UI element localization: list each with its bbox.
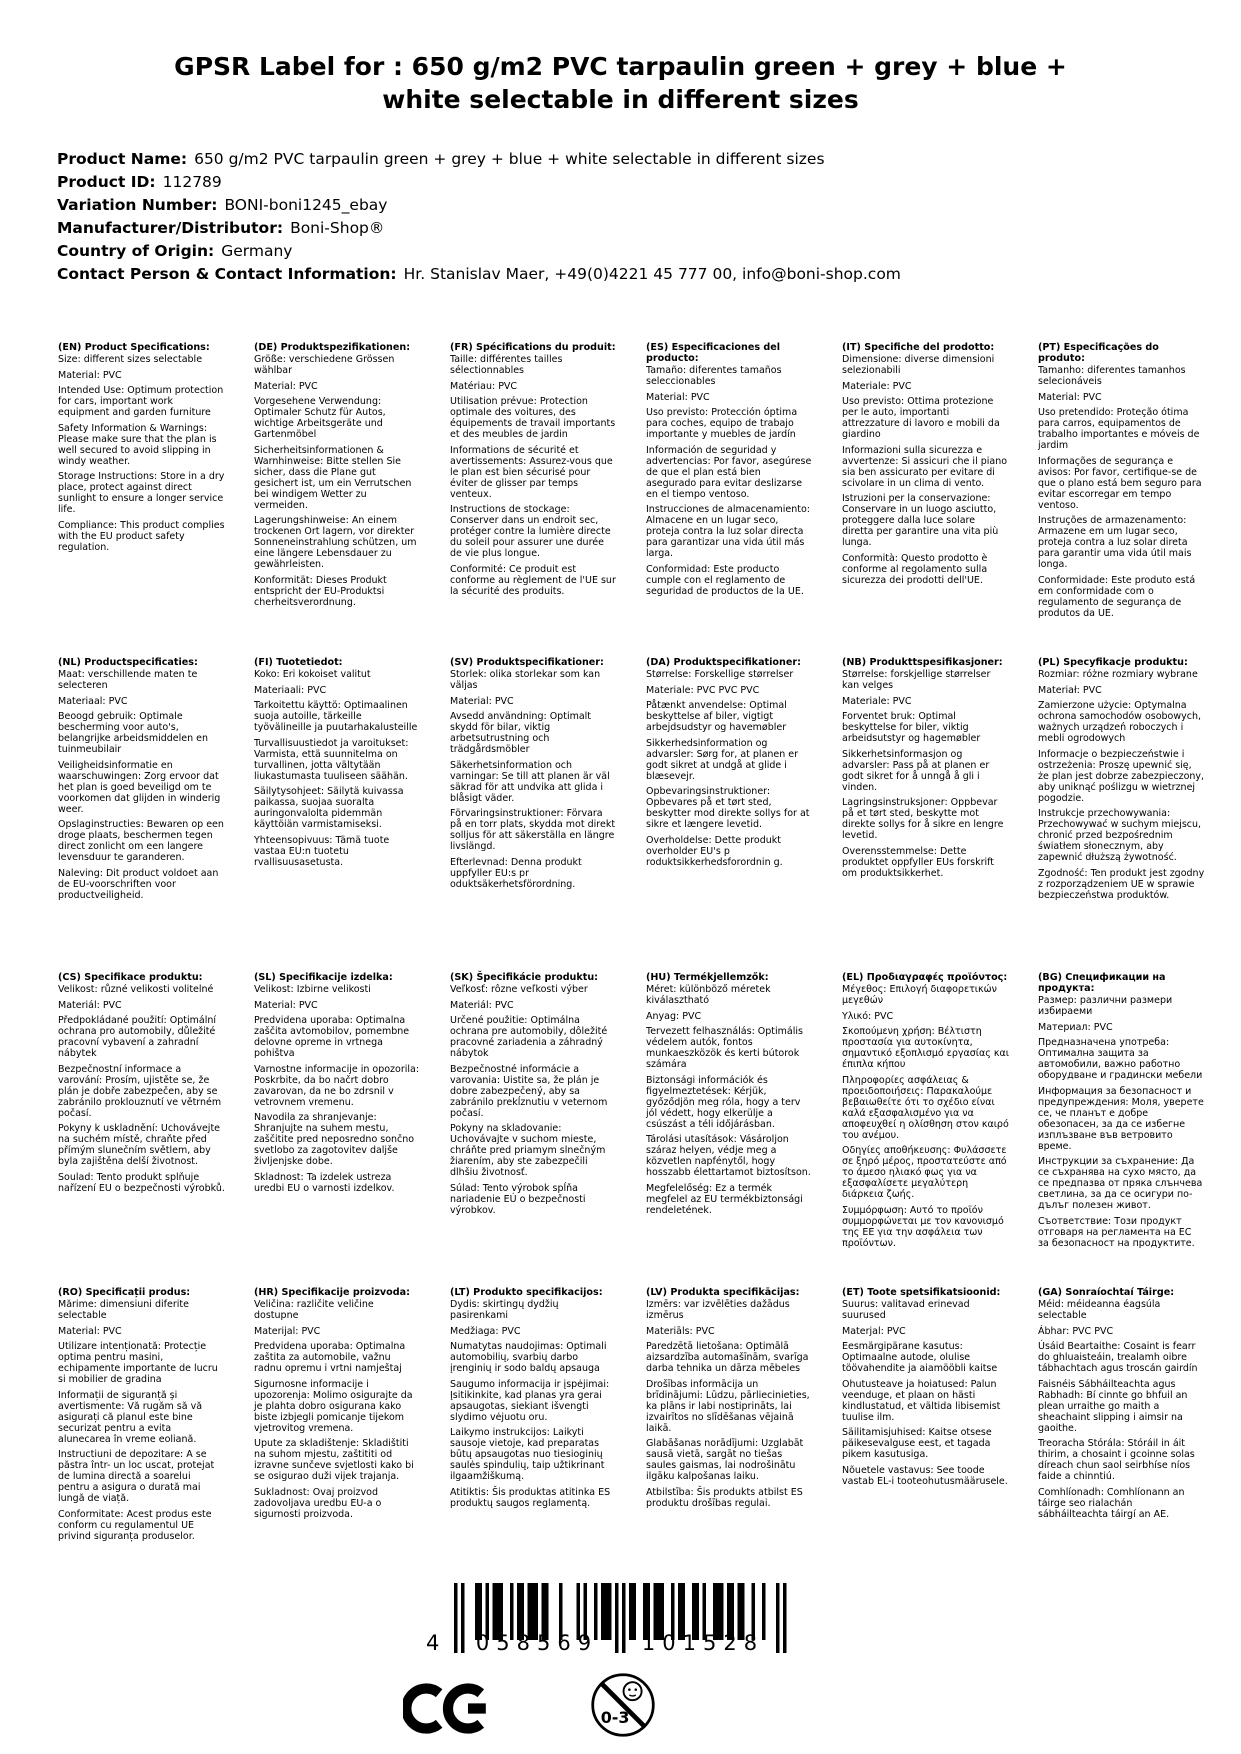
product-name-label: Product Name:	[57, 150, 188, 168]
barcode-first-digit: 4	[426, 1631, 440, 1655]
spec-paragraph: Conformidade: Este produto está em conformidade com o regulamento de segurança de produtos da UE.	[1038, 574, 1196, 619]
spec-paragraph: Faisnéis Sábháilteachta agus Rabhadh: Bí cinnte go bhfuil an plean urraithe go maith a sheachaint slipping i aimsir na gaoithe.	[1038, 1378, 1188, 1434]
spec-paragraph: Comhlíonadh: Comhlíonann an táirge seo rialachán sábháilteachta táirgí an AE.	[1038, 1486, 1185, 1520]
spec-paragraph: Velikost: Izbirne velikosti	[254, 984, 371, 995]
spec-paragraph: Lagringsinstruksjoner: Oppbevar på et tørt sted, beskytte mot direkte sollys for å sikre en lengre levetid.	[842, 797, 1004, 841]
spec-paragraph: Méret: különböző méretek kiválasztható	[646, 984, 771, 1006]
spec-cell-el	[842, 972, 1023, 1287]
product-info-row	[57, 194, 1241, 217]
spec-paragraph: Säilitamisjuhised: Kaitse otsese päikesevalguse eest, et tagada pikem kasutusiga.	[842, 1427, 992, 1460]
spec-paragraph: Suurus: valitavad erinevad suurused	[842, 1299, 970, 1321]
spec-paragraph: Soulad: Tento produkt splňuje nařízení EU o bezpečnosti výrobků.	[58, 1171, 225, 1194]
spec-paragraph: Materiale: PVC PVC PVC	[646, 684, 760, 696]
spec-paragraph: Πληροφορίες ασφάλειας & προειδοποιήσεις: Παρακαλούμε βεβαιωθείτε ότι το σχέδιο είναι καλά εξασφαλισμένο για να αποφευχθεί η ολίσθηση στον καιρό του ανέμου.	[842, 1074, 1009, 1141]
spec-paragraph: Efterlevnad: Denna produkt uppfyller EU:s pr oduktsäkerhetsförordning.	[450, 856, 582, 890]
spec-paragraph: Velikost: různé velikosti volitelné	[58, 984, 214, 995]
spec-paragraph: Ábhar: PVC PVC	[1038, 1325, 1114, 1337]
spec-paragraph: Upute za skladištenje: Skladištiti na suhom mjestu, zaštititi od izravne sunčeve svjetlosti kako bi se osigurao duži vijek trajanja.	[254, 1438, 414, 1482]
spec-paragraph: Materiale: PVC	[842, 380, 912, 392]
spec-heading: (PT) Especificações do produto:	[1038, 342, 1159, 364]
country-of-origin-label: Country of Origin:	[57, 242, 215, 260]
spec-paragraph: Treoracha Stórála: Stóráil in áit thirim, a chosaint i gcoinne solas díreach chun saol seirbhíse níos faide a chinntiú.	[1038, 1438, 1195, 1482]
spec-cell-lv	[646, 1287, 827, 1602]
spec-paragraph: Materiał: PVC	[1038, 684, 1102, 696]
spec-cell-sv	[450, 657, 631, 972]
spec-paragraph: Größe: verschiedene Grössen wählbar	[254, 354, 395, 376]
spec-heading: (BG) Спецификации на продукта:	[1038, 972, 1166, 994]
spec-heading: (FR) Spécifications du produit:	[450, 342, 616, 353]
spec-cell-de	[254, 342, 435, 657]
spec-cell-fr	[450, 342, 631, 657]
spec-paragraph: Conformité: Ce produit est conforme au règlement de l'UE sur la sécurité des produits.	[450, 563, 616, 597]
spec-paragraph: Predvidena uporaba: Optimalna zaščita avtomobilov, pomembne delovne opreme in vrtnega pohištva	[254, 1015, 410, 1059]
page-title: GPSR Label for : 650 g/m2 PVC tarpaulin green + grey + blue + white selectable in different sizes	[174, 52, 1067, 114]
spec-heading: (DA) Produktspecifikationer:	[646, 657, 801, 668]
spec-heading: (SK) Špecifikácie produktu:	[450, 972, 599, 983]
spec-paragraph: Avsedd användning: Optimalt skydd för bilar, viktig arbetsutrustning och trädgårdsmöbler	[450, 711, 592, 755]
spec-paragraph: Størrelse: forskjellige størrelser kan velges	[842, 669, 991, 691]
spec-paragraph: Drošības informācija un brīdinājumi: Lūdzu, pārliecinieties, ka plāns ir labi nostiprināts, lai izvairītos no slīdēšanas vējainā laikā.	[646, 1378, 810, 1434]
spec-paragraph: Anyag: PVC	[646, 1010, 702, 1022]
spec-paragraph: Предназначена употреба: Оптимална защита за автомобили, важно работно оборудване и градински мебели	[1038, 1037, 1203, 1081]
spec-paragraph: Intended Use: Optimum protection for cars, important work equipment and garden furniture	[58, 385, 224, 418]
spec-paragraph: Sicherheitsinformationen & Warnhinweise: Bitte stellen Sie sicher, dass die Plane gut gesichert ist, um ein Verrutschen bei windigem Wetter zu vermeiden.	[254, 444, 412, 511]
spec-paragraph: Materiál: PVC	[450, 999, 514, 1011]
contact-value: Hr. Stanislav Maer, +49(0)4221 45 777 00, info@boni-shop.com	[403, 265, 901, 283]
spec-cell-pt	[1038, 342, 1219, 657]
spec-heading: (ET) Toote spetsifikatsioonid:	[842, 1287, 1001, 1298]
product-info-row	[57, 171, 1241, 194]
spec-paragraph: Säkerhetsinformation och varningar: Se till att planen är väl säkrad för att undvika att glida i blåsigt väder.	[450, 759, 610, 804]
spec-cell-et	[842, 1287, 1023, 1602]
spec-paragraph: Informazioni sulla sicurezza e avvertenze: Si assicuri che il piano sia ben assicurato per evitare di scivolare in un clima di vento.	[842, 444, 1008, 489]
spec-paragraph: Информация за безопасност и предупреждения: Моля, уверете се, че планът е добре обезопасен, за да се избегне изплъзване във ветровито време.	[1038, 1085, 1204, 1152]
spec-heading: (LV) Produkta specifikācijas:	[646, 1287, 800, 1298]
product-id-value: 112789	[162, 173, 222, 191]
spec-paragraph: Varnostne informacije in opozorila: Poskrbite, da bo načrt dobro zavarovan, da ne bo zdrsnil v vetrovnem vremenu.	[254, 1063, 420, 1108]
spec-cell-sk	[450, 972, 631, 1287]
spec-heading: (GA) Sonraíochtaí Táirge:	[1038, 1287, 1175, 1298]
spec-paragraph: Sukladnost: Ovaj proizvod zadovoljava uredbu EU-a o sigurnosti proizvoda.	[254, 1486, 382, 1520]
age-warning-0-3-icon	[589, 1671, 657, 1739]
spec-heading: (DE) Produktspezifikationen:	[254, 342, 411, 353]
spec-paragraph: Materiaali: PVC	[254, 684, 327, 696]
spec-heading: (ES) Especificaciones del producto:	[646, 342, 781, 364]
spec-paragraph: Instrukcje przechowywania: Przechowywać w suchym miejscu, chronić przed bezpośrednim światłem słonecznym, aby zapewnić dłuższą żywotność.	[1038, 808, 1202, 863]
spec-paragraph: Storage Instructions: Store in a dry place, protect against direct sunlight to ensure a longer service life.	[58, 471, 225, 515]
spec-heading: (EL) Προδιαγραφές προϊόντος:	[842, 972, 1008, 983]
spec-paragraph: Informations de sécurité et avertissements: Assurez-vous que le plan est bien sécurisé pour éviter de glisser par temps venteux.	[450, 444, 613, 500]
spec-paragraph: Opslaginstructies: Bewaren op een droge plaats, beschermen tegen direct zonlicht om een langere levensduur te garanderen.	[58, 819, 224, 863]
spec-paragraph: Conformità: Questo prodotto è conforme al regolamento sulla sicurezza dei prodotti dell'UE.	[842, 552, 988, 586]
spec-paragraph: Size: different sizes selectable	[58, 354, 203, 365]
spec-paragraph: Safety Information & Warnings: Please make sure that the plan is well secured to avoid slipping in windy weather.	[58, 422, 217, 467]
spec-paragraph: Lagerungshinweise: An einem trockenen Ort lagern, vor direkter Sonneneinstrahlung schützen, um eine längere Lebensdauer zu gewährleisten.	[254, 515, 417, 570]
spec-paragraph: Utilizare intenționată: Protecție optima pentru masini, echipamente importante de lucru si mobilier de gradina	[58, 1341, 218, 1385]
spec-heading: (PL) Specyfikacje produktu:	[1038, 657, 1188, 668]
spec-paragraph: Beoogd gebruik: Optimale bescherming voor auto's, belangrijke arbeidsmiddelen en tuinmeubilair	[58, 711, 209, 755]
spec-paragraph: Veličina: različite veličine dostupne	[254, 1299, 374, 1321]
spec-cell-es	[646, 342, 827, 657]
spec-paragraph: Material: PVC	[254, 999, 318, 1011]
manufacturer-value: Boni-Shop®	[290, 219, 385, 237]
spec-paragraph: Bezpečnostné informácie a varovania: Uistite sa, že plán je dobre zabezpečený, aby sa zabránilo prekĺznutiu v veternom počasí.	[450, 1063, 608, 1119]
spec-paragraph: Utilisation prévue: Protection optimale des voitures, des équipements de travail importants et des meubles de jardin	[450, 396, 616, 440]
spec-paragraph: Turvallisuustiedot ja varoitukset: Varmista, että suunnitelma on turvallinen, jotta vältytään liukastumasta tuuliseen säähän.	[254, 737, 409, 782]
contact-label: Contact Person & Contact Information:	[57, 265, 397, 283]
spec-cell-da	[646, 657, 827, 972]
spec-paragraph: Glabāšanas norādījumi: Uzglabāt sausā vietā, sargāt no tiešas saules gaismas, lai nodrošinātu ilgāku kalpošanas laiku.	[646, 1438, 804, 1482]
spec-paragraph: Størrelse: Forskellige størrelser	[646, 669, 794, 680]
spec-paragraph: Instruções de armazenamento: Armazene em um lugar seco, proteja contra a luz solar direta para garantir uma vida útil mais longa.	[1038, 515, 1192, 570]
product-info-block	[57, 148, 1241, 286]
bottom-section	[0, 1583, 1241, 1754]
spec-cell-sl	[254, 972, 435, 1287]
spec-heading: (FI) Tuotetiedot:	[254, 657, 343, 668]
spec-paragraph: Μέγεθος: Επιλογή διαφορετικών μεγεθών	[842, 984, 997, 1006]
spec-paragraph: Veiligheidsinformatie en waarschuwingen: Zorg ervoor dat het plan is goed beveiligd om te voorkomen dat glijden in winderig weer.	[58, 759, 221, 815]
spec-cell-hr	[254, 1287, 435, 1602]
spec-cell-en	[58, 342, 239, 657]
spec-paragraph: Numatytas naudojimas: Optimali automobilių, svarbių darbo įrenginių ir sodo baldų apsauga	[450, 1341, 607, 1374]
spec-paragraph: Material: PVC	[450, 695, 514, 707]
spec-paragraph: Material: PVC	[254, 380, 318, 392]
spec-cell-fi	[254, 657, 435, 972]
spec-paragraph: Sikkerhetsinformasjon og advarsler: Pass på at planen er godt sikret for å unngå å gli i vinden.	[842, 748, 990, 793]
spec-paragraph: Materiale: PVC	[842, 695, 912, 707]
variation-number-value: BONI-boni1245_ebay	[224, 196, 388, 214]
spec-cell-cs	[58, 972, 239, 1287]
spec-paragraph: Pokyny k uskladnění: Uchovávejte na suchém místě, chraňte před přímým slunečním světlem, aby byla zajištěna delší životnost.	[58, 1123, 221, 1167]
spec-paragraph: Instructions de stockage: Conserver dans un endroit sec, protéger contre la lumière directe du soleil pour assurer une durée de vie plus longue.	[450, 504, 611, 559]
spec-paragraph: Påtænkt anvendelse: Optimal beskyttelse af biler, vigtigt arbejdsudstyr og havemøbler	[646, 700, 787, 733]
spec-cell-nb	[842, 657, 1023, 972]
spec-paragraph: Informacje o bezpieczeństwie i ostrzeżenia: Proszę upewnić się, że plan jest dobrze zabezpieczony, aby uniknąć poślizgu w wietrznej pogodzie.	[1038, 748, 1205, 804]
spec-paragraph: Paredzētā lietošana: Optimālā aizsardzība automašīnām, svarīga darba tehnika un dārza mēbeles	[646, 1341, 809, 1374]
spec-cell-ga	[1038, 1287, 1219, 1602]
spec-paragraph: Méid: méideanna éagsúla selectable	[1038, 1299, 1161, 1321]
country-of-origin-value: Germany	[221, 242, 293, 260]
spec-heading: (SL) Specifikacije izdelka:	[254, 972, 393, 983]
spec-paragraph: Información de seguridad y advertencias: Por favor, asegúrese de que el plan está bien asegurado para evitar deslizarse en el tiempo ventoso.	[646, 444, 812, 500]
spec-paragraph: Saugumo informacija ir įspėjimai: Įsitikinkite, kad planas yra gerai apsaugotas, siekiant išvengti slydimo vėjuotu oru.	[450, 1378, 610, 1423]
spec-paragraph: Материал: PVC	[1038, 1021, 1113, 1033]
ean13-barcode	[426, 1583, 787, 1655]
spec-paragraph: Medžiaga: PVC	[450, 1325, 521, 1337]
spec-paragraph: Υλικό: PVC	[842, 1010, 894, 1022]
spec-paragraph: Οδηγίες αποθήκευσης: Φυλάσσετε σε ξηρό μέρος, προστατεύστε από το άμεσο ηλιακό φως για να εξασφαλίσετε μεγαλύτερη διάρκεια ζωής.	[842, 1145, 1007, 1200]
product-info-row	[57, 217, 1241, 240]
spec-paragraph: Material: PVC	[646, 391, 710, 403]
spec-paragraph: Dydis: skirtingų dydžių pasirenkami	[450, 1299, 559, 1321]
spec-paragraph: Compliance: This product complies with the EU product safety regulation.	[58, 519, 225, 553]
spec-heading: (LT) Produkto specifikacijos:	[450, 1287, 603, 1298]
spec-paragraph: Förvaringsinstruktioner: Förvara på en torr plats, skydda mot direkt solljus för att säkerställa en längre livslängd.	[450, 808, 616, 852]
spec-cell-bg	[1038, 972, 1219, 1287]
compliance-marks	[403, 1671, 657, 1739]
spec-cell-it	[842, 342, 1023, 657]
spec-paragraph: Navodila za shranjevanje: Shranjujte na suhem mestu, zaščitite pred neposredno sončno svetlobo za zagotovitev daljše življenjske dobe.	[254, 1112, 415, 1167]
spec-paragraph: Storlek: olika storlekar som kan väljas	[450, 669, 601, 691]
product-info-row	[57, 148, 1241, 171]
spec-paragraph: Rozmiar: różne rozmiary wybrane	[1038, 669, 1198, 680]
specs-grid	[58, 342, 1241, 1602]
spec-paragraph: Informații de siguranță și avertismente: Vă rugăm să vă asigurați că planul este bine securizat pentru a evita alunecarea în vreme eoliană.	[58, 1389, 203, 1445]
spec-paragraph: Säilytysohjeet: Säilytä kuivassa paikassa, suojaa suoralta auringonvalolta pidemmän käyttöiän varmistamiseksi.	[254, 786, 404, 830]
spec-paragraph: Mărime: dimensiuni diferite selectable	[58, 1299, 189, 1321]
spec-heading: (HR) Specifikacije proizvoda:	[254, 1287, 410, 1298]
spec-paragraph: Material: PVC	[1038, 391, 1102, 403]
spec-cell-nl	[58, 657, 239, 972]
spec-heading: (NB) Produkttspesifikasjoner:	[842, 657, 1003, 668]
spec-paragraph: Maat: verschillende maten te selecteren	[58, 669, 198, 691]
spec-paragraph: Konformität: Dieses Produkt entspricht der EU-Produktsi cherheitsverordnung.	[254, 574, 387, 608]
manufacturer-label: Manufacturer/Distributor:	[57, 219, 284, 237]
spec-paragraph: Materiāls: PVC	[646, 1325, 715, 1337]
spec-paragraph: Uso previsto: Protección óptima para coches, equipo de trabajo importante y muebles de jardín	[646, 407, 798, 440]
product-id-label: Product ID:	[57, 173, 156, 191]
spec-paragraph: Megfelelőség: Ez a termék megfelel az EU termékbiztonsági rendeletének.	[646, 1182, 803, 1216]
spec-paragraph: Dimensione: diverse dimensioni selezionabili	[842, 354, 995, 376]
spec-paragraph: Istruzioni per la conservazione: Conservare in un luogo asciutto, proteggere dalla luce solare diretta per garantire una vita più lunga.	[842, 493, 999, 548]
spec-paragraph: Инструкции за съхранение: Да се съхранява на сухо място, да се предпазва от пряка слънчева светлина, за да се осигури по- дълъг полезен живот.	[1038, 1156, 1203, 1211]
spec-paragraph: Taille: différentes tailles sélectionnables	[450, 354, 563, 376]
spec-paragraph: Atitiktis: Šis produktas atitinka ES produktų saugos reglamentą.	[450, 1486, 611, 1509]
spec-paragraph: Skladnost: Ta izdelek ustreza uredbi EU o varnosti izdelkov.	[254, 1171, 395, 1194]
product-info-row	[57, 263, 1241, 286]
spec-paragraph: Συμμόρφωση: Αυτό το προϊόν συμμορφώνεται με τον κανονισμό της ΕΕ για την ασφάλεια των προϊόντων.	[842, 1204, 1004, 1249]
spec-paragraph: Súlad: Tento výrobok spĺňa nariadenie EÚ o bezpečnosti výrobkov.	[450, 1182, 586, 1216]
ce-mark-icon	[403, 1683, 493, 1734]
spec-paragraph: Tervezett felhasználás: Optimális védelem autók, fontos munkaeszközök és kerti bútorok számára	[646, 1026, 803, 1070]
spec-heading: (RO) Specificații produs:	[58, 1287, 191, 1298]
barcode-left-digits: 058569	[475, 1631, 599, 1655]
spec-paragraph: Tárolási utasítások: Vásároljon száraz helyen, védje meg a közvetlen napfénytől, hogy hosszabb élettartamot biztosítson.	[646, 1134, 811, 1178]
spec-paragraph: Matériau: PVC	[450, 380, 518, 392]
spec-paragraph: Instrucciones de almacenamiento: Almacene en un lugar seco, proteja contra la luz solar directa para garantizar una vida útil más larga.	[646, 504, 810, 559]
spec-paragraph: Σκοπούμενη χρήση: Βέλτιστη προστασία για αυτοκίνητα, σημαντικό εξοπλισμό εργασίας και έπιπλα κήπου	[842, 1026, 1009, 1070]
spec-paragraph: Material: PVC	[58, 369, 122, 381]
spec-paragraph: Nõuetele vastavus: See toode vastab EL-i tooteohutusmäärusele.	[842, 1464, 1008, 1487]
spec-heading: (NL) Productspecificaties:	[58, 657, 198, 668]
spec-cell-pl	[1038, 657, 1219, 972]
spec-paragraph: Materjal: PVC	[842, 1325, 906, 1337]
spec-paragraph: Eesmärgipärane kasutus: Optimaalne autode, olulise töövahendite ja aiamööbli kaitse	[842, 1341, 998, 1374]
spec-cell-ro	[58, 1287, 239, 1602]
spec-paragraph: Predvidena uporaba: Optimalna zaštita za automobile, važnu radnu opremu i vrtni namještaj	[254, 1341, 406, 1374]
spec-paragraph: Bezpečnostní informace a varování: Prosím, ujistěte se, že plán je dobře zabezpečen, aby se zabránilo proklouznutí ve větrném počasí.	[58, 1063, 222, 1119]
spec-paragraph: Určené použitie: Optimálna ochrana pre automobily, dôležité pracovné zariadenia a záhradný nábytok	[450, 1015, 608, 1059]
product-name-value: 650 g/m2 PVC tarpaulin green + grey + blue + white selectable in different sizes	[194, 150, 825, 168]
spec-paragraph: Izmērs: var izvēlēties dažādus izmērus	[646, 1299, 790, 1321]
spec-cell-hu	[646, 972, 827, 1287]
spec-paragraph: Overensstemmelse: Dette produktet oppfyller EUs forskrift om produktsikkerhet.	[842, 845, 995, 879]
spec-paragraph: Sigurnosne informacije i upozorenja: Molimo osigurajte da je plahta dobro osigurana kako biste izbjegli pomicanje tijekom vjetrovitog vremena.	[254, 1378, 413, 1434]
spec-paragraph: Conformidad: Este producto cumple con el reglamento de seguridad de productos de la UE.	[646, 563, 804, 597]
spec-paragraph: Materiaal: PVC	[58, 695, 128, 707]
spec-paragraph: Размер: различни размери избираеми	[1038, 995, 1173, 1017]
spec-paragraph: Sikkerhedsinformation og advarsler: Sørg for, at planen er godt sikret at undgå at glide i blæsevejr.	[646, 737, 799, 782]
spec-paragraph: Laikymo instrukcijos: Laikyti sausoje vietoje, kad preparatas būtų apsaugotas nuo tiesioginių saulės spindulių, taip užtikrinant ilgaamžiškumą.	[450, 1427, 605, 1482]
spec-paragraph: Conformitate: Acest produs este conform cu regulamentul UE privind siguranța produselor.	[58, 1508, 212, 1542]
spec-paragraph: Materiál: PVC	[58, 999, 122, 1011]
spec-paragraph: Materijal: PVC	[254, 1325, 321, 1337]
spec-paragraph: Съответствие: Този продукт отговаря на регламента на ЕС за безопасност на продуктите.	[1038, 1215, 1195, 1249]
spec-paragraph: Koko: Eri kokoiset valitut	[254, 669, 371, 680]
spec-paragraph: Naleving: Dit product voldoet aan de EU-voorschriften voor productveiligheid.	[58, 867, 219, 901]
spec-paragraph: Tamaño: diferentes tamaños seleccionables	[646, 365, 782, 387]
spec-paragraph: Zamierzone użycie: Optymalna ochrona samochodów osobowych, ważnych urządzeń roboczych i mebli ogrodowych	[1038, 700, 1202, 744]
spec-paragraph: Úsáid Beartaithe: Cosaint is fearr do ghluaisteáin, trealamh oibre tábhachtach agus troscán gairdín	[1038, 1341, 1198, 1374]
spec-paragraph: Forventet bruk: Optimal beskyttelse for biler, viktig arbeidsutstyr og hagemøbler	[842, 711, 981, 744]
age-warning-label: 0-3	[600, 1708, 630, 1728]
spec-paragraph: Overholdelse: Dette produkt overholder EU's p roduktsikkerhedsforordnin g.	[646, 834, 783, 868]
spec-paragraph: Tamanho: diferentes tamanhos selecionáveis	[1038, 365, 1186, 387]
spec-paragraph: Veľkosť: rôzne veľkosti výber	[450, 984, 588, 995]
spec-paragraph: Instructiuni de depozitare: A se păstra într- un loc uscat, protejat de lumina directă a soarelui pentru a asigura o durată mai lungă de viață.	[58, 1449, 215, 1504]
spec-paragraph: Vorgesehene Verwendung: Optimaler Schutz für Autos, wichtige Arbeitsgeräte und Gartenmöbel	[254, 396, 386, 440]
spec-heading: (EN) Product Specifications:	[58, 342, 210, 353]
spec-heading: (SV) Produktspecifikationer:	[450, 657, 604, 668]
spec-heading: (CS) Specifikace produktu:	[58, 972, 203, 983]
spec-paragraph: Tarkoitettu käyttö: Optimaalinen suoja autoille, tärkeille työvälineille ja puutarhakalusteille	[254, 700, 418, 733]
spec-heading: (IT) Specifiche del prodotto:	[842, 342, 995, 353]
spec-paragraph: Informações de segurança e avisos: Por favor, certifique-se de que o plano está bem seguro para evitar escorregar em tempo ventoso.	[1038, 455, 1202, 511]
spec-paragraph: Atbilstība: Šis produkts atbilst ES produktu drošības regulai.	[646, 1486, 803, 1509]
spec-paragraph: Uso pretendido: Proteção ótima para carros, equipamentos de trabalho importantes e móveis de jardim	[1038, 407, 1200, 451]
product-info-row	[57, 240, 1241, 263]
spec-paragraph: Zgodność: Ten produkt jest zgodny z rozporządzeniem UE w sprawie bezpieczeństwa produktów.	[1038, 867, 1205, 901]
spec-paragraph: Biztonsági információk és figyelmeztetések: Kérjük, győződjön meg róla, hogy a terv jól védett, hogy elkerülje a csúszást a téli időjárásban.	[646, 1074, 801, 1130]
spec-paragraph: Pokyny na skladovanie: Uchovávajte v suchom mieste, chráňte pred priamym slnečným žiarením, aby ste zabezpečili dlhšiu životnosť.	[450, 1123, 606, 1178]
spec-heading: (HU) Termékjellemzők:	[646, 972, 769, 983]
spec-paragraph: Uso previsto: Ottima protezione per le auto, importanti attrezzature di lavoro e mobili da giardino	[842, 396, 1000, 440]
spec-paragraph: Předpokládané použití: Optimální ochrana pro automobily, důležité pracovní vybavení a zahradní nábytek	[58, 1015, 216, 1059]
variation-number-label: Variation Number:	[57, 196, 218, 214]
spec-paragraph: Material: PVC	[58, 1325, 122, 1337]
spec-paragraph: Ohutusteave ja hoiatused: Palun veenduge, et plaan on hästi kindlustatud, et vältida libisemist tuulise ilm.	[842, 1378, 1001, 1423]
barcode-right-digits: 101528	[641, 1631, 765, 1655]
spec-paragraph: Opbevaringsinstruktioner: Opbevares på et tørt sted, beskytter mod direkte sollys for at sikre et længere levetid.	[646, 786, 810, 830]
spec-cell-lt	[450, 1287, 631, 1602]
spec-paragraph: Yhteensopivuus: Tämä tuote vastaa EU:n tuotetu rvallisuusasetusta.	[254, 834, 390, 868]
